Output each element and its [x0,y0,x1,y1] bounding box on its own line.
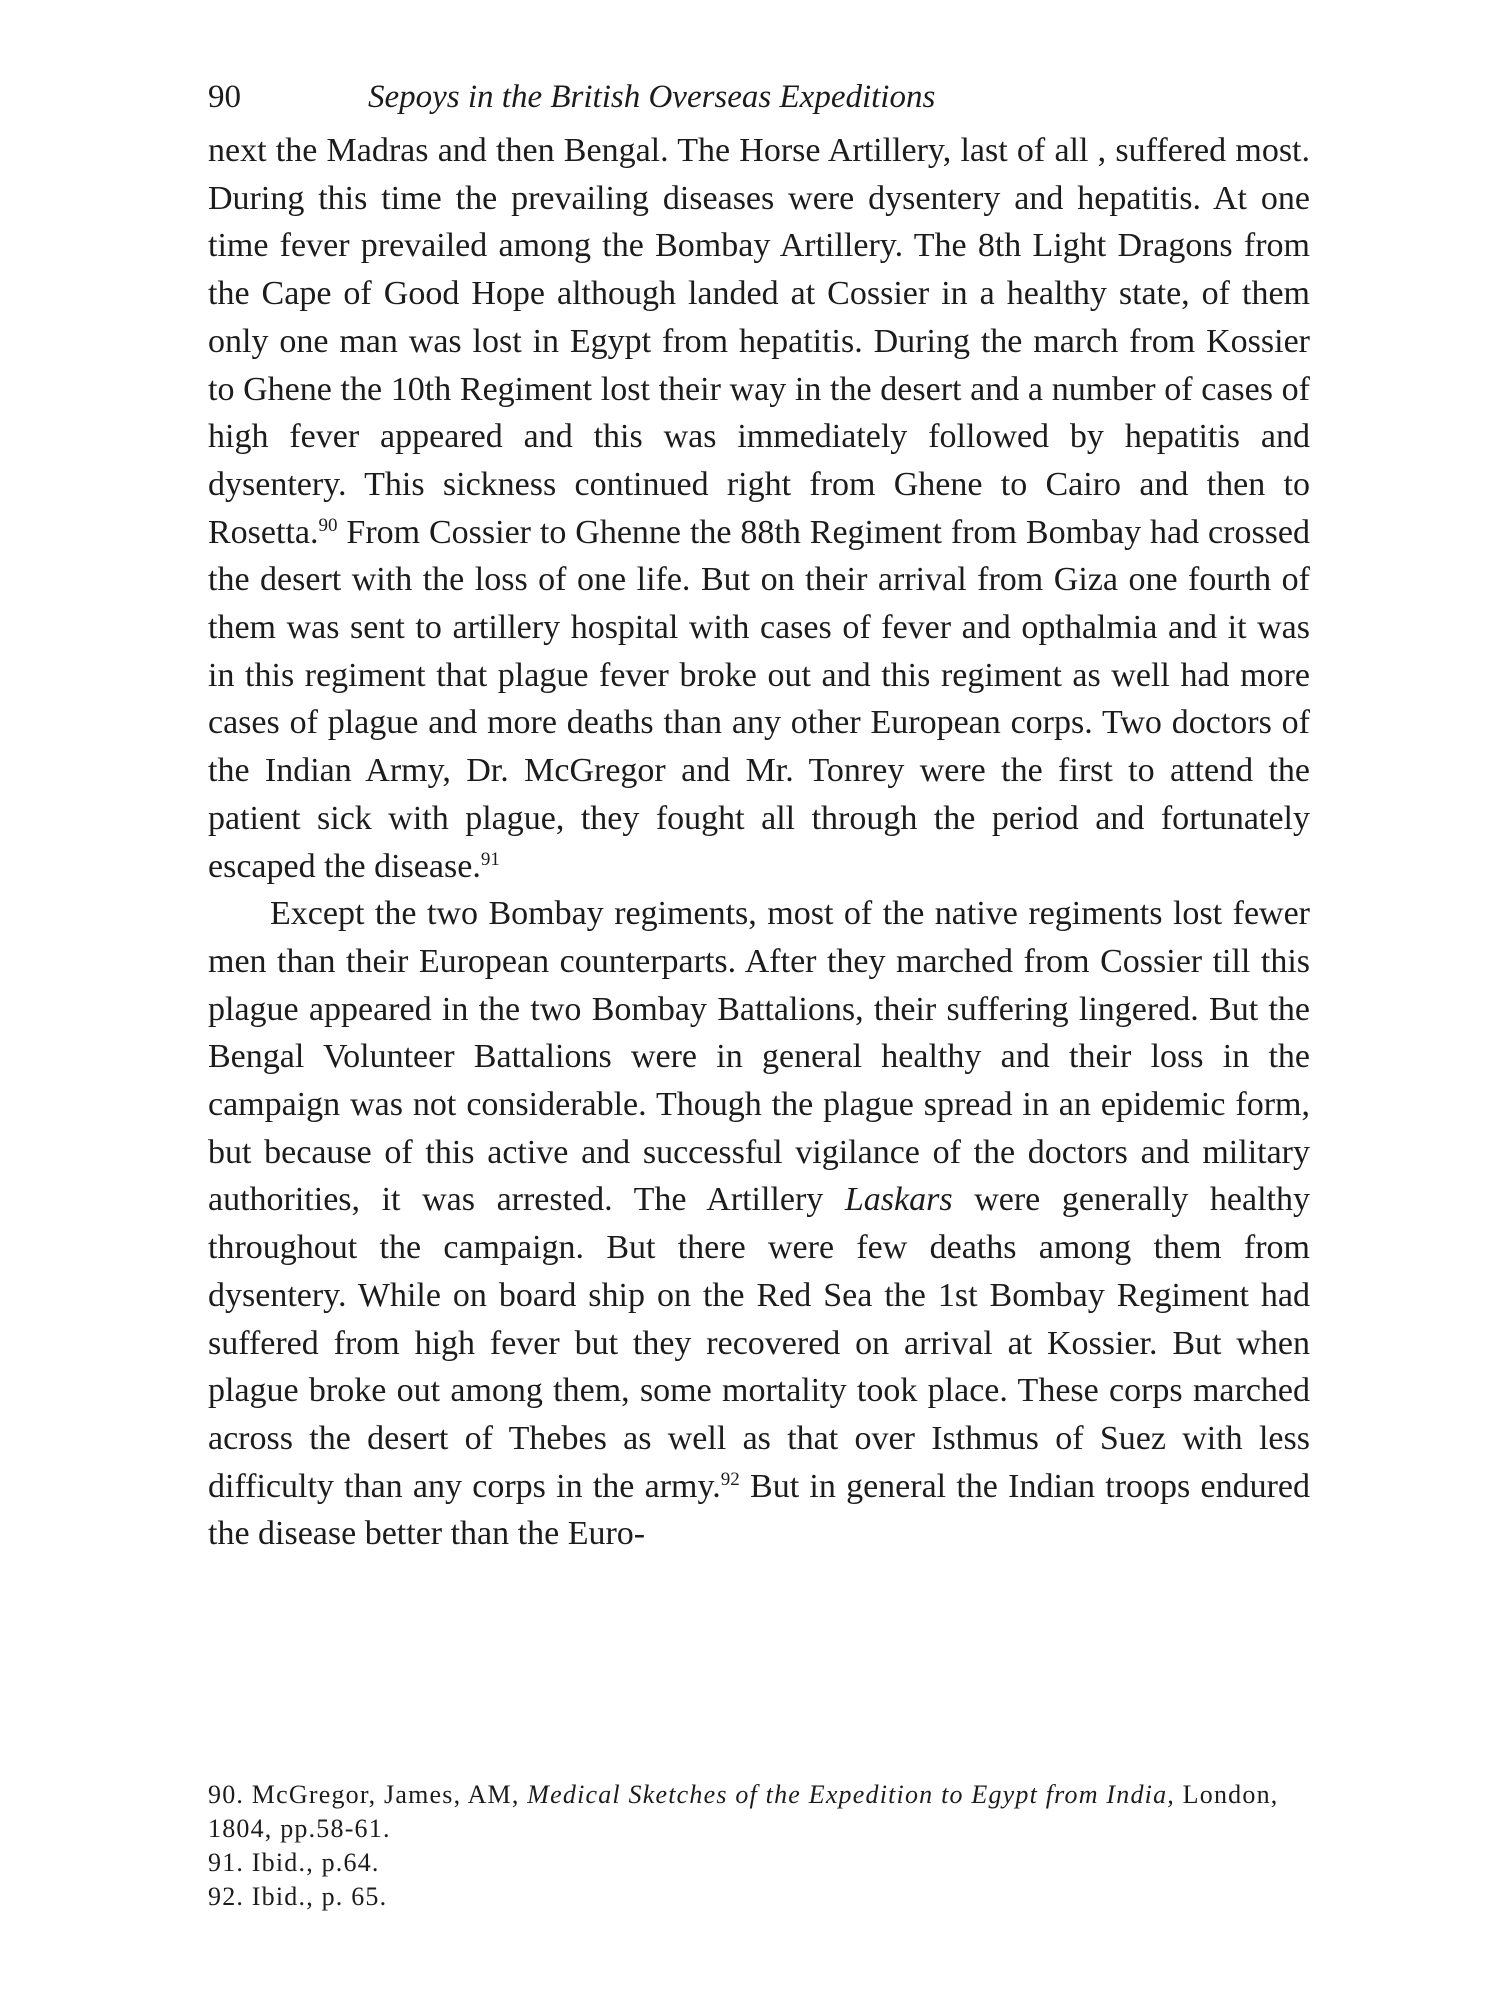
footnote-92-number: 92. [208,1882,245,1911]
footnote-91 [208,1846,1310,1880]
book-title: Sepoys in the British Overseas Expeditions [368,79,936,115]
footnotes [208,1778,1310,1914]
paragraph-2-text-c: But in general the Indian troops endured the disease better than the Euro- [208,1467,1310,1553]
footnote-ref-91: 91 [480,848,500,870]
footnote-90 [208,1778,1310,1846]
page [208,72,1310,1558]
paragraph-1-text-a: next the Madras and then Bengal. The Horse Artillery, last of all , suffered most. During this time the prevailing diseases were dysentery and hepatitis. At one time fever prevailed among the Bombay Artillery. The 8th Light Dragons from the Cape of Good Hope although landed at Cossier in a healthy state, of them only one man was lost in Egypt from hepatitis. During the march from Kossier to Ghene the 10th Regiment lost their way in the desert and a number of cases of high fever appeared and this was immediately followed by hepatitis and dysentery. This sickness continued right from Ghene to Cairo and then to Rosetta. [208,132,1310,551]
footnote-90-author: McGregor, James, AM, [244,1780,528,1809]
footnote-92-text: Ibid., p. 65. [244,1882,388,1911]
footnote-90-publication: London, 1804, pp.58-61. [208,1780,1279,1843]
footnote-91-number: 91. [208,1848,245,1877]
footnote-90-title: Medical Sketches of the Expedition to Egypt from India, [527,1780,1175,1809]
paragraph-1 [208,127,1310,890]
footnote-ref-92: 92 [720,1468,740,1490]
body-text [208,127,1310,1558]
paragraph-2-text-b: were generally healthy throughout the campaign. But there were few deaths among them from dysentery. While on board ship on the Red Sea the 1st Bombay Regiment had suffered from high fever but they recovered on arrival at Kossier. But when plague broke out among them, some mortality took place. These corps marched across the desert of Thebes as well as that over Isthmus of Suez with less difficulty than any corps in the army. [208,1181,1310,1505]
laskars-term: Laskars [844,1181,953,1219]
footnote-ref-90: 90 [318,514,338,536]
paragraph-1-text-b: From Cossier to Ghenne the 88th Regiment from Bombay had crossed the desert with the loss of one life. But on their arrival from Giza one fourth of them was sent to artillery hospital with cases of fever and opthalmia and it was in this regiment that plague fever broke out and this regiment as well had more cases of plague and more deaths than any other European corps. Two doctors of the Indian Army, Dr. McGregor and Mr. Tonrey were the first to attend the patient sick with plague, they fought all through the period and fortunately escaped the disease. [208,513,1310,885]
footnote-92 [208,1880,1310,1914]
footnote-91-text: Ibid., p.64. [244,1848,380,1877]
page-number: 90 [208,79,241,115]
footnote-90-number: 90. [208,1780,245,1809]
running-head [208,72,1310,122]
paragraph-2-text-a: Except the two Bombay regiments, most of the native regiments lost fewer men than their European counterparts. After they marched from Cossier till this plague appeared in the two Bombay Battalions, their suffering lingered. But the Bengal Volunteer Battalions were in general healthy and their loss in the campaign was not considerable. Though the plague spread in an epidemic form, but because of this active and successful vigilance of the doctors and military authorities, it was arrested. The Artillery [208,895,1310,1219]
paragraph-2 [208,890,1310,1558]
